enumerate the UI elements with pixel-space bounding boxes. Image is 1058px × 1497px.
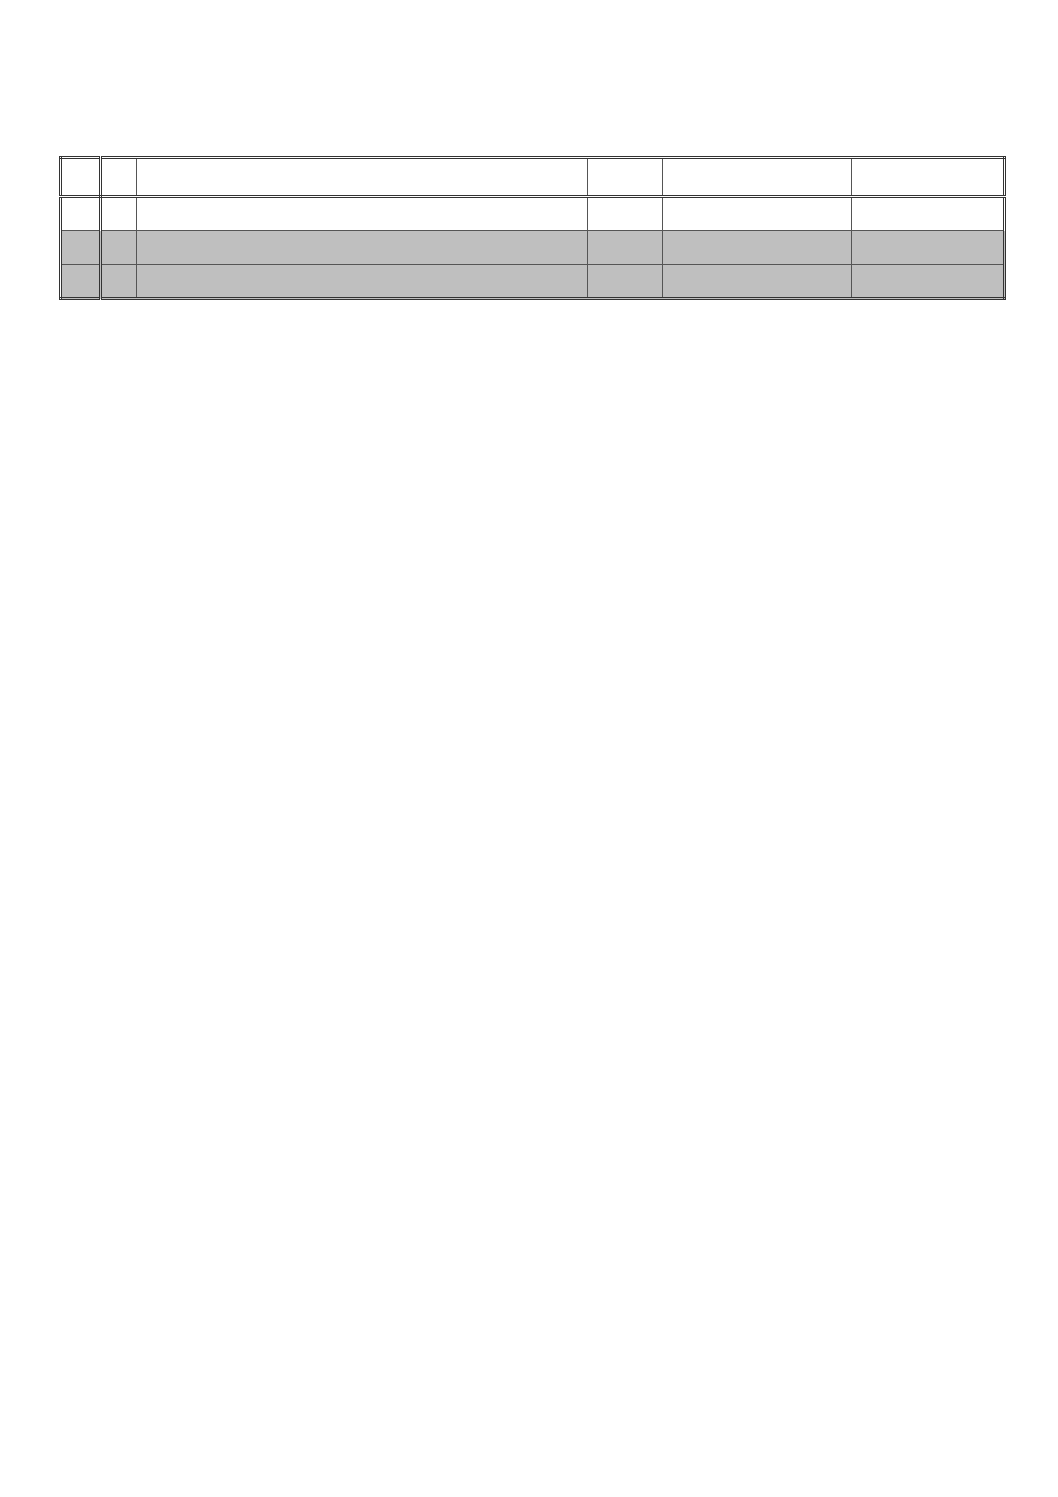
bento-cell (588, 197, 663, 231)
support-cell (663, 197, 852, 231)
header-day (61, 158, 101, 197)
other-cell (852, 231, 1005, 265)
header-other (852, 158, 1005, 197)
schedule-row (61, 231, 1005, 265)
other-cell (852, 197, 1005, 231)
other-cell (852, 265, 1005, 299)
weekday-cell (101, 197, 137, 231)
bento-cell (588, 231, 663, 265)
schedule-row (61, 197, 1005, 231)
bento-cell (588, 265, 663, 299)
day-cell (61, 197, 101, 231)
support-cell (663, 265, 852, 299)
weekday-cell (101, 231, 137, 265)
header-bento (588, 158, 663, 197)
schedule-row (61, 265, 1005, 299)
weekday-cell (101, 265, 137, 299)
event-cell (137, 265, 588, 299)
header-events (137, 158, 588, 197)
day-cell (61, 231, 101, 265)
support-cell (663, 231, 852, 265)
header-weekday (101, 158, 137, 197)
schedule-table (59, 156, 1006, 300)
day-cell (61, 265, 101, 299)
event-cell (137, 197, 588, 231)
event-cell (137, 231, 588, 265)
header-support (663, 158, 852, 197)
